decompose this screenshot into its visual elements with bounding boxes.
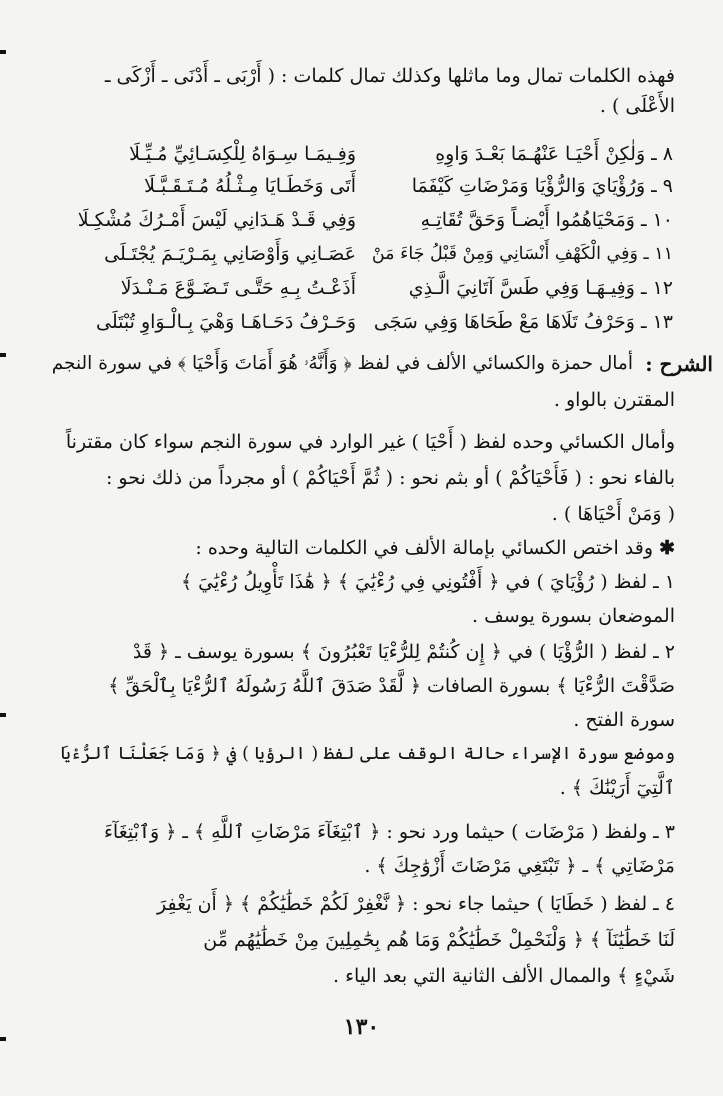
scan-edge-mark — [0, 353, 6, 357]
item-line: لَنَا خَطَٰيَٰنَآ ﴾ ﴿ وَلْنَحْمِلْ خَطَٰيَٰكُمْ وَمَا هُم بِحَٰمِلِينَ مِنْ خَطَٰيَٰهُم مِّن — [203, 929, 675, 951]
verse-second-hemistich: وَحَـرْفُ دَحَـاهَـا وَهْيَ بِـالْـوَاوِ تُبْتَلَى — [96, 311, 356, 333]
item-line: صَدَّقْتَ الرُّءْيَا ﴾ بسورة الصافات ﴿ لَّقَدْ صَدَقَ ٱللَّهُ رَسُولَهُ ٱلرُّءْيَا بِٱلْحَقِّ ﴾ — [108, 675, 675, 697]
body-line: ( وَمَنْ أَحْيَاهَا ) . — [551, 503, 675, 525]
bullet-text: وقد اختص الكسائي بإمالة الألف في الكلمات التالية وحده : — [195, 537, 654, 559]
verse-first-hemistich: ١٣ ـ وَحَرْفُ تَلَاهَا مَعْ طَحَاهَا وَفِي سَجَى — [373, 311, 673, 333]
item-line: ٣ ـ ولفظ ( مَرْضَات ) حيثما ورد نحو : ﴿ ٱبْتِغَآءَ مَرْضَاتِ ٱللَّهِ ﴾ ـ ﴿ وَٱبْتِغَآءَ — [103, 821, 675, 843]
item-line: ٤ ـ لفظ ( خَطَايَا ) حيثما جاء نحو : ﴿ نَّغْفِرْ لَكُمْ خَطَٰيَٰكُمْ ﴾ ﴿ أَن يَغْفِرَ — [157, 893, 675, 915]
item-line: ٢ ـ لفظ ( الرُّؤْيَا ) في ﴿ إِن كُنتُمْ لِلرُّءْيَا تَعْبُرُونَ ﴾ بسورة يوسف ـ ﴿ قَدْ — [132, 641, 675, 663]
asterisk-icon: ✱ — [659, 537, 675, 559]
item-line: سورة الفتح . — [573, 709, 675, 731]
page-number: ١٣٠ — [343, 1014, 380, 1040]
body-line: وأمال الكسائي وحده لفظ ( أَحْيَا ) غير الوارد في سورة النجم سواء كان مقترناً — [65, 431, 675, 453]
sharh-line: أمال حمزة والكسائي الألف في لفظ ﴿ وَأَنَّهُۥ هُوَ أَمَاتَ وَأَحْيَا ﴾ في سورة النجم — [51, 353, 633, 374]
verse-first-hemistich: ٨ ـ وَلٰكِنْ أَحْيَـا عَنْهُـمَا بَعْـدَ وَاوِهِ — [435, 143, 673, 165]
verse-first-hemistich: ٩ ـ وَرُؤْيَايَ وَالرُّؤْيَا وَمَرْضَاتِ كَيْفَمَا — [411, 175, 673, 197]
verse-second-hemistich: عَصَـانِي وَأَوْصَانِي بِمَـرْيَـمَ يُجْتَـلَى — [104, 243, 356, 265]
verse-first-hemistich: ١١ ـ وَفِي الْكَهْفِ أَنْسَانِي وَمِنْ قَبْلُ جَاءَ مَنْ — [371, 244, 673, 264]
bullet-line — [45, 534, 675, 562]
verse-first-hemistich: ١٢ ـ وَفِيـهَـا وَفِي طَسَّ آتَانِيَ الَّـذِي — [408, 277, 673, 299]
intro-line: الأَعْلَى ) . — [599, 95, 675, 117]
item-line: ١ ـ لفظ ( رُؤْيَايَ ) في ﴿ أَفْتُونِي فِي رُءْيَٰيَ ﴾ ﴿ هَٰذَا تَأْوِيلُ رُءْيَٰيَ ﴾ — [180, 571, 675, 593]
verse-second-hemistich: أَتَى وَخَطَـايَا مِـثْـلُهُ مُـتَـقَـبَّـلَا — [144, 175, 356, 197]
item-line: وموضع سورة الإسراء حالة الوقف على لفظ ( الرؤيا ) في ﴿ وَمَا جَعَلْنَا ٱلرُّءْيَا — [60, 744, 675, 764]
item-line: الموضعان بسورة يوسف . — [472, 605, 675, 627]
scan-edge-mark — [0, 713, 6, 717]
item-line: ٱلَّتِيٓ أَرَيْنَٰكَ ﴾ . — [559, 777, 675, 799]
verse-second-hemistich: أَذَعْـتُ بِـهِ حَتَّـى تَـضَـوَّعَ مَـنْـدَلَا — [120, 277, 356, 299]
sharh-label: الشرح : — [645, 352, 713, 376]
sharh-line: المقترن بالواو . — [553, 389, 675, 411]
scan-edge-mark — [0, 50, 6, 54]
body-line: بالفاء نحو : ( فَأَحْيَاكُمْ ) أو بثم نحو : ( ثُمَّ أَحْيَاكُمْ ) أو مجرداً من ذلك نحو : — [105, 467, 675, 489]
item-line: شَيْءٍ ﴾ والممال الألف الثانية التي بعد الياء . — [333, 965, 675, 987]
verse-second-hemistich: وَفِي قَـدْ هَـدَانِي لَيْسَ أَمْـرُكَ مُشْكِـلَا — [77, 209, 356, 231]
item-line: مَرْضَاتِي ﴾ ـ ﴿ تَبْتَغِي مَرْضَاتَ أَزْوَٰجِكَ ﴾ . — [364, 855, 675, 877]
verse-first-hemistich: ١٠ ـ وَمَحْيَاهُمُوا أَيْضـاً وَحَقَّ تُقَاتِـهِ — [420, 209, 673, 231]
intro-line: فهذه الكلمات تمال وما ماثلها وكذلك تمال كلمات : ( أَرْبَى ـ أَدْنَى ـ أَزْكَى ـ — [104, 65, 675, 87]
verse-second-hemistich: وَفِـيمَـا سِـوَاهُ لِلْكِسَـائِيِّ مُـيِّـلَا — [129, 143, 356, 165]
